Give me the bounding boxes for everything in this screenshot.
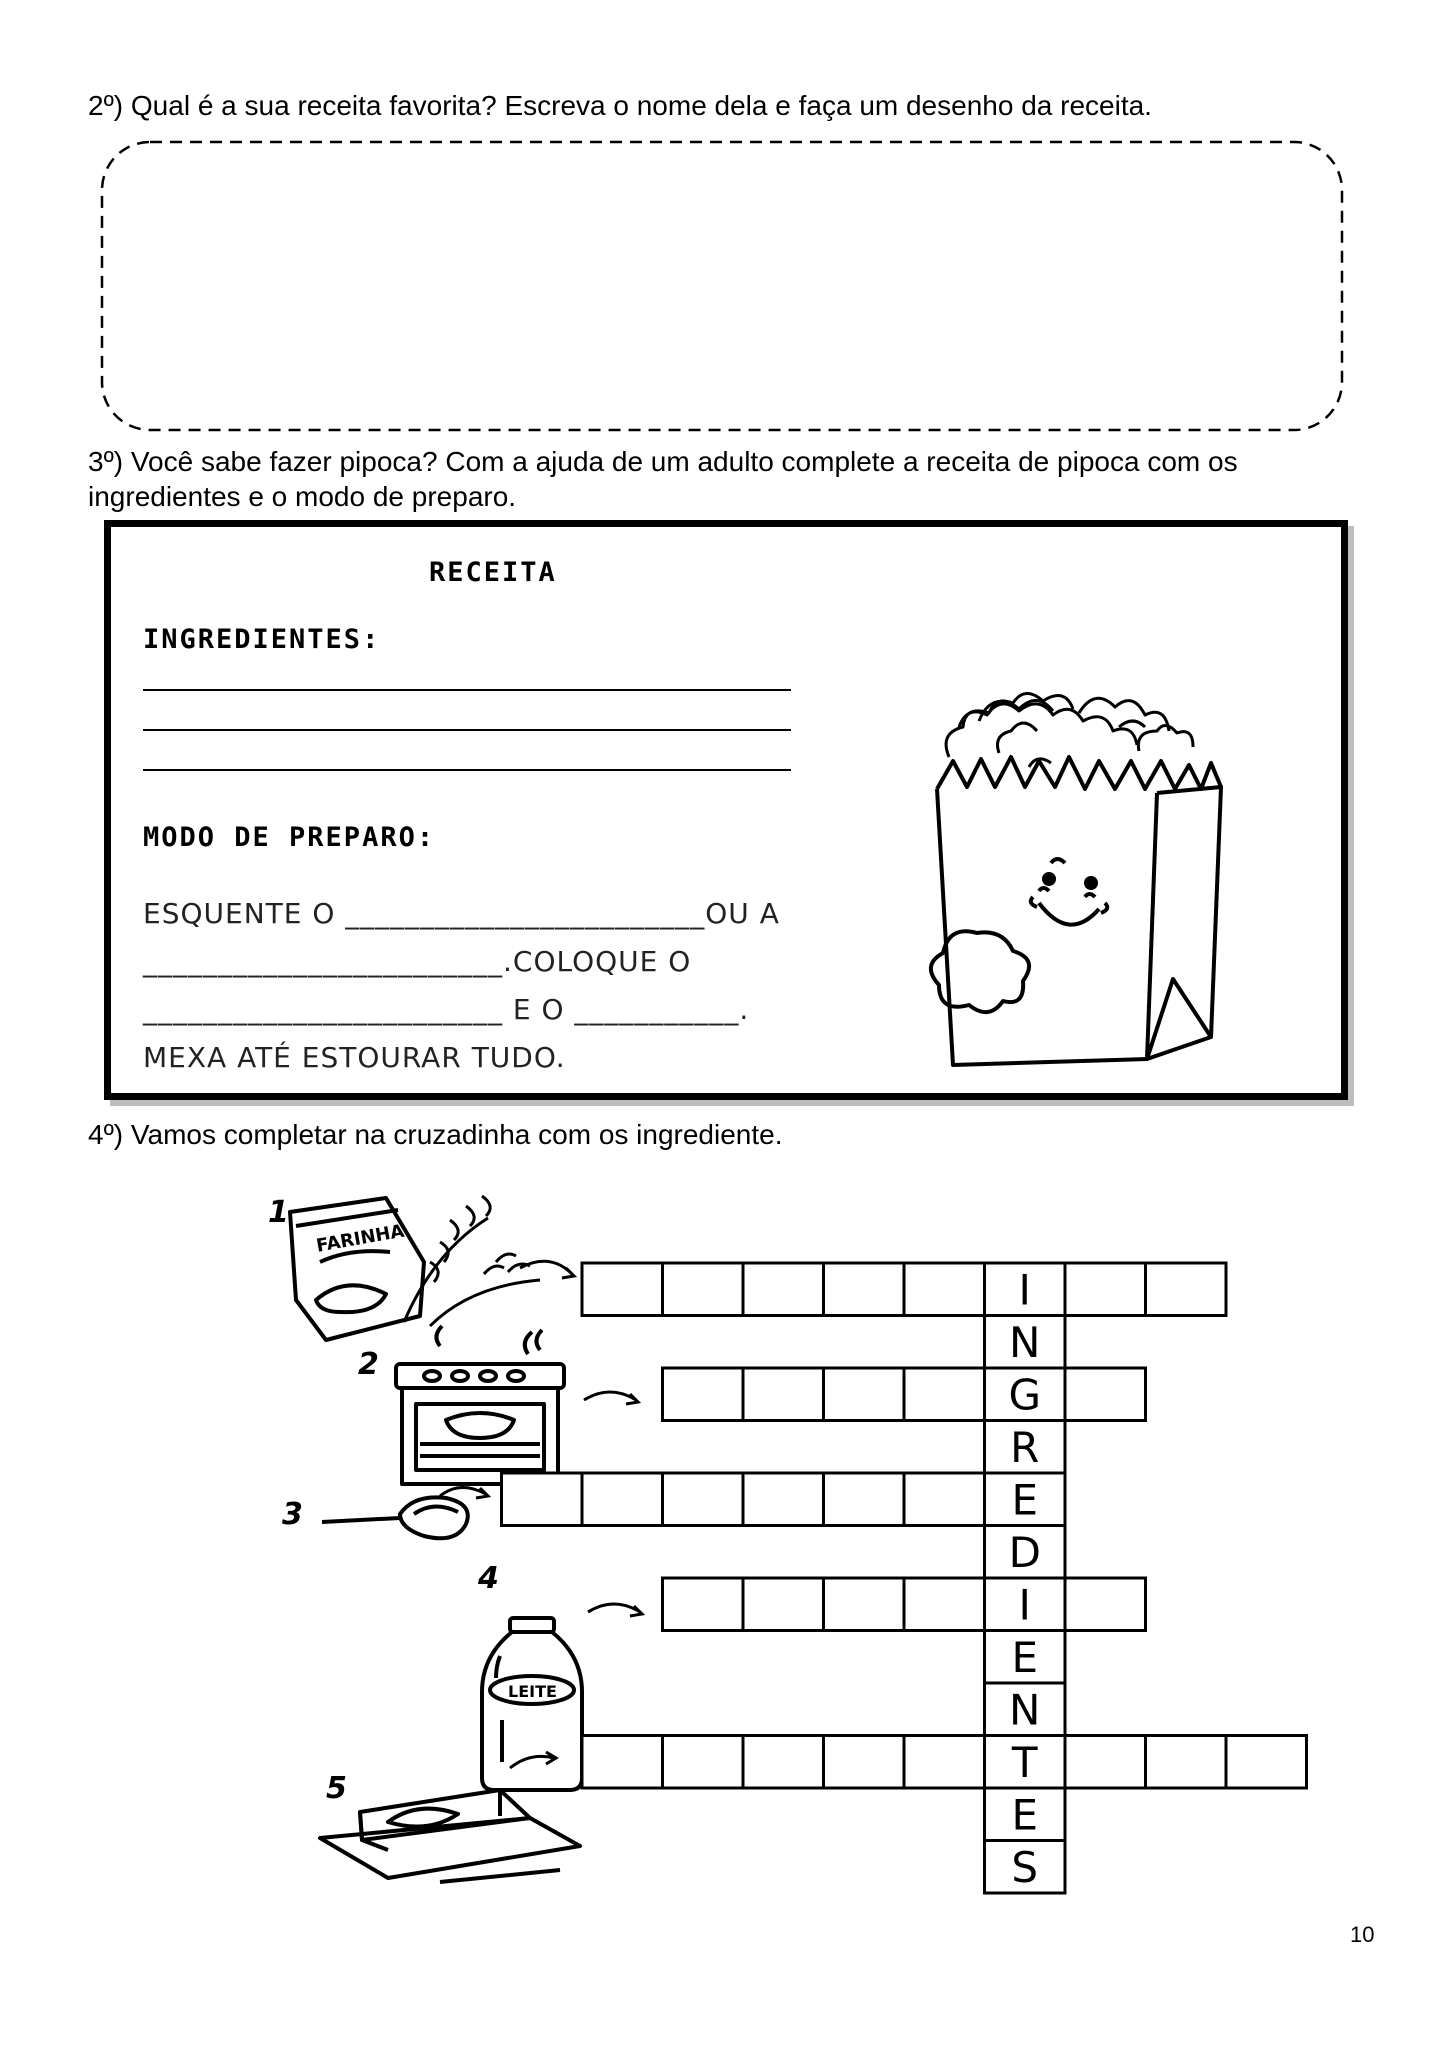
clue-number: 2 <box>358 1347 379 1382</box>
crossword-cell[interactable] <box>582 1263 663 1316</box>
butter-icon <box>320 1790 580 1882</box>
crossword-cell[interactable] <box>743 1736 824 1789</box>
crossword-cell[interactable] <box>1065 1736 1146 1789</box>
crossword-key-letter: N <box>1009 1685 1041 1735</box>
crossword-cell[interactable] <box>502 1473 583 1526</box>
crossword-cell[interactable] <box>904 1368 985 1421</box>
crossword-cell[interactable] <box>743 1578 824 1631</box>
crossword-cell[interactable] <box>663 1368 744 1421</box>
crossword-cell[interactable] <box>1226 1736 1307 1789</box>
crossword-cell[interactable] <box>663 1578 744 1631</box>
question-2-text: 2º) Qual é a sua receita favorita? Escreva o nome dela e faça um desenho da receita. <box>88 90 1152 121</box>
mode-line[interactable]: ________________________ E O ___________. <box>143 993 750 1026</box>
stove-icon <box>396 1326 564 1484</box>
clue-number: 3 <box>282 1497 303 1532</box>
clue-number: 4 <box>478 1561 499 1596</box>
crossword-key-letter: S <box>1011 1842 1039 1892</box>
milk-bottle-label: LEITE <box>508 1682 557 1701</box>
crossword-cell[interactable] <box>904 1578 985 1631</box>
arrow-icon <box>562 1268 574 1278</box>
flour-package-label: FARINHA <box>314 1220 406 1257</box>
crossword-cell[interactable] <box>663 1473 744 1526</box>
crossword-key-letter: E <box>1011 1475 1039 1525</box>
crossword-cell[interactable] <box>743 1368 824 1421</box>
crossword-cell[interactable] <box>1065 1263 1146 1316</box>
arrow-icon <box>520 1261 572 1274</box>
crossword-cell[interactable] <box>904 1473 985 1526</box>
crossword-cell[interactable] <box>824 1368 905 1421</box>
crossword-cell[interactable] <box>663 1736 744 1789</box>
page-number: 10 <box>1350 1922 1375 1947</box>
arrow-icon <box>584 1392 636 1400</box>
crossword-cell[interactable] <box>824 1578 905 1631</box>
crossword-key-letter: I <box>1018 1580 1031 1630</box>
clue-number: 5 <box>326 1771 347 1806</box>
arrow-icon <box>440 1487 486 1496</box>
crossword-cell[interactable] <box>1146 1263 1227 1316</box>
crossword-cell[interactable] <box>1146 1736 1227 1789</box>
crossword-key-letter: N <box>1009 1317 1041 1367</box>
crossword-cell[interactable] <box>824 1473 905 1526</box>
crossword-cell[interactable] <box>1065 1368 1146 1421</box>
question-3-text: 3º) Você sabe fazer pipoca? Com a ajuda de um adulto complete a receita de pipoca com os ingredientes e o modo de preparo. <box>88 446 1238 512</box>
mode-line[interactable]: ________________________.COLOQUE O <box>143 945 692 978</box>
ingredients-label: INGREDIENTES: <box>143 624 381 655</box>
mode-label: MODO DE PREPARO: <box>143 822 436 853</box>
crossword-key-letter: D <box>1008 1527 1041 1577</box>
crossword-cell[interactable] <box>743 1473 824 1526</box>
crossword-cell[interactable] <box>904 1263 985 1316</box>
crossword-cell[interactable] <box>582 1736 663 1789</box>
clue-number: 1 <box>268 1195 289 1230</box>
crossword-cell[interactable] <box>824 1736 905 1789</box>
crossword-key-letter: G <box>1008 1370 1042 1420</box>
crossword-key-letter: T <box>1011 1737 1038 1787</box>
crossword-cell[interactable] <box>743 1263 824 1316</box>
crossword-cell[interactable] <box>824 1263 905 1316</box>
crossword-cell[interactable] <box>663 1263 744 1316</box>
mode-line[interactable]: ESQUENTE O ________________________OU A <box>143 897 780 930</box>
milk-bottle-icon <box>482 1618 582 1790</box>
spoon-icon <box>322 1497 468 1538</box>
crossword-cell[interactable] <box>582 1473 663 1526</box>
mode-line: MEXA ATÉ ESTOURAR TUDO. <box>143 1041 566 1074</box>
crossword-cell[interactable] <box>904 1736 985 1789</box>
crossword-key-letter: E <box>1011 1790 1039 1840</box>
recipe-title: RECEITA <box>429 557 557 588</box>
arrow-icon <box>588 1604 640 1612</box>
question-4-text: 4º) Vamos completar na cruzadinha com os ingrediente. <box>88 1119 783 1150</box>
crossword-key-letter: E <box>1011 1632 1039 1682</box>
crossword-cell[interactable] <box>1065 1578 1146 1631</box>
crossword-key-letter: I <box>1018 1265 1031 1315</box>
crossword-key-letter: R <box>1010 1422 1040 1472</box>
